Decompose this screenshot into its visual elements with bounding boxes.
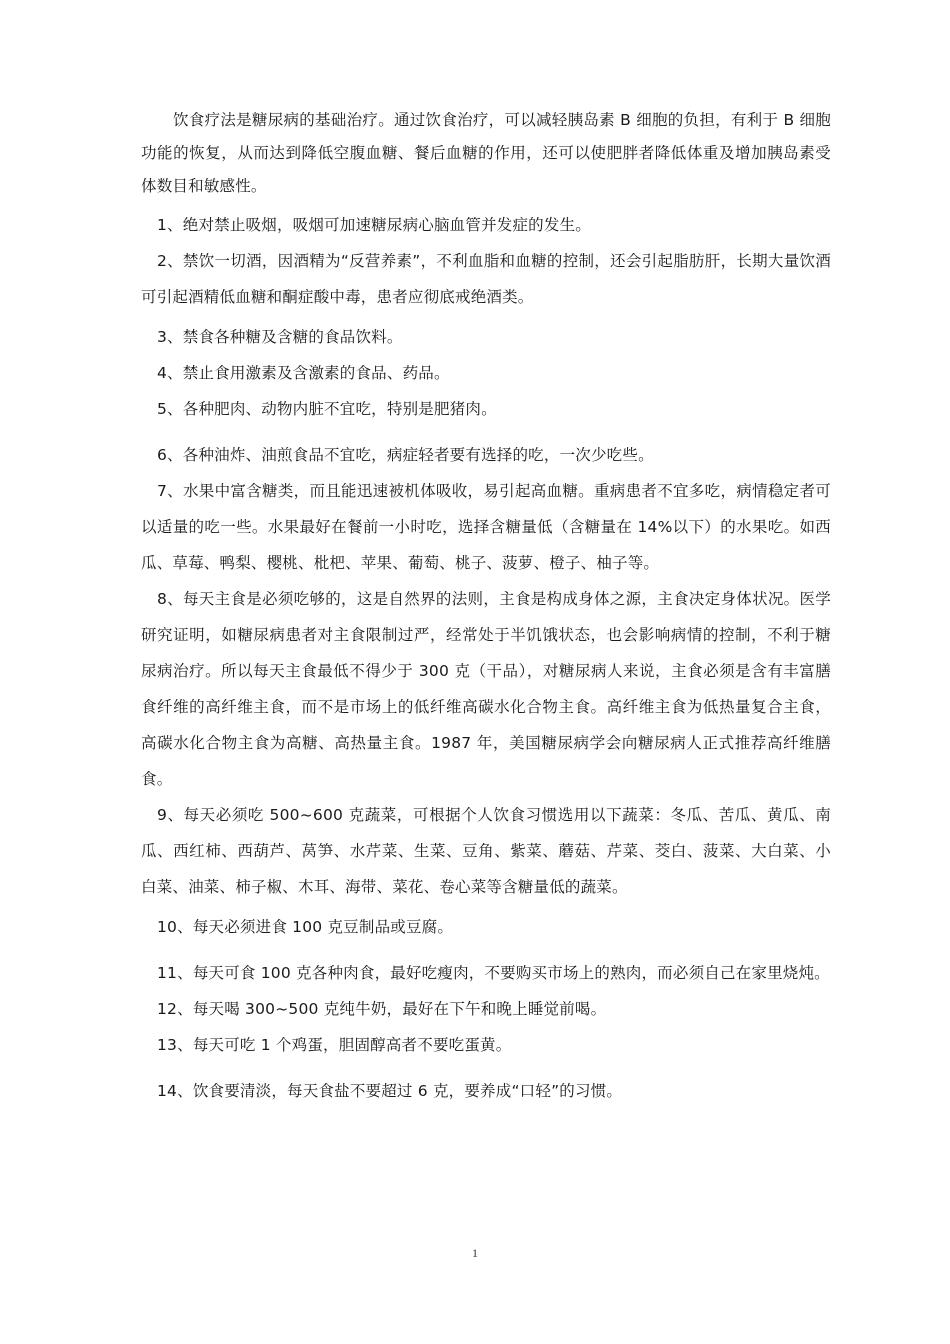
document-body [141, 104, 831, 1109]
list-item: 11、每天可食 100 克各种肉食，最好吃瘦肉，不要购买市场上的熟肉，而必须自己在家里烧炖。 [157, 964, 830, 982]
list-item: 9、每天必须吃 500~600 克蔬菜，可根据个人饮食习惯选用以下蔬菜：冬瓜、苦瓜、黄瓜、南瓜、西红柿、西葫芦、莴笋、水芹菜、生菜、豆角、紫菜、蘑菇、芹菜、茭白、菠菜、大白菜、小白菜、油菜、柿子椒、木耳、海带、菜花、卷心菜等含糖量低的蔬菜。 [141, 806, 831, 896]
page-number: 1 [472, 1246, 478, 1260]
list-item: 14、饮食要清淡，每天食盐不要超过 6 克，要养成“口轻”的习惯。 [157, 1082, 623, 1100]
list-item: 12、每天喝 300~500 克纯牛奶，最好在下午和晚上睡觉前喝。 [157, 1000, 607, 1018]
list-item: 2、禁饮一切酒，因酒精为“反营养素”，不利血脂和血糖的控制，还会引起脂肪肝，长期大量饮酒可引起酒精低血糖和酮症酸中毒，患者应彻底戒绝酒类。 [141, 252, 831, 306]
list-item: 6、各种油炸、油煎食品不宜吃，病症轻者要有选择的吃，一次少吃些。 [157, 446, 654, 464]
list-item: 8、每天主食是必须吃够的，这是自然界的法则，主食是构成身体之源，主食决定身体状况。医学研究证明，如糖尿病患者对主食限制过严，经常处于半饥饿状态，也会影响病情的控制，不利于糖尿病治疗。所以每天主食最低不得少于 300 克（干品），对糖尿病人来说，主食必须是含有丰富膳食纤维的高纤维主食，而不是市场上的低纤维高碳水化合物主食。高纤维主食为低热量复合主食，高碳水化合物主食为高糖、高热量主食。1987 年，美国糖尿病学会向糖尿病人正式推荐高纤维膳食。 [141, 590, 831, 788]
list-item: 7、水果中富含糖类，而且能迅速被机体吸收，易引起高血糖。重病患者不宜多吃，病情稳定者可以适量的吃一些。水果最好在餐前一小时吃，选择含糖量低（含糖量在 14%以下）的水果吃。如西瓜、草莓、鸭梨、樱桃、枇杷、苹果、葡萄、桃子、菠萝、橙子、柚子等。 [141, 482, 831, 572]
list-item: 5、各种肥肉、动物内脏不宜吃，特别是肥猪肉。 [157, 400, 497, 418]
list-item: 3、禁食各种糖及含糖的食品饮料。 [157, 328, 403, 346]
list-item: 1、绝对禁止吸烟，吸烟可加速糖尿病心脑血管并发症的发生。 [157, 216, 591, 234]
list-item: 10、每天必须进食 100 克豆制品或豆腐。 [157, 918, 454, 936]
list-item: 4、禁止食用激素及含激素的食品、药品。 [157, 364, 450, 382]
intro-paragraph: 饮食疗法是糖尿病的基础治疗。通过饮食治疗，可以减轻胰岛素 B 细胞的负担，有利于 B 细胞功能的恢复，从而达到降低空腹血糖、餐后血糖的作用，还可以使肥胖者降低体重及增加胰岛素受体数目和敏感性。 [141, 111, 831, 195]
list-item: 13、每天可吃 1 个鸡蛋，胆固醇高者不要吃蛋黄。 [157, 1036, 512, 1054]
